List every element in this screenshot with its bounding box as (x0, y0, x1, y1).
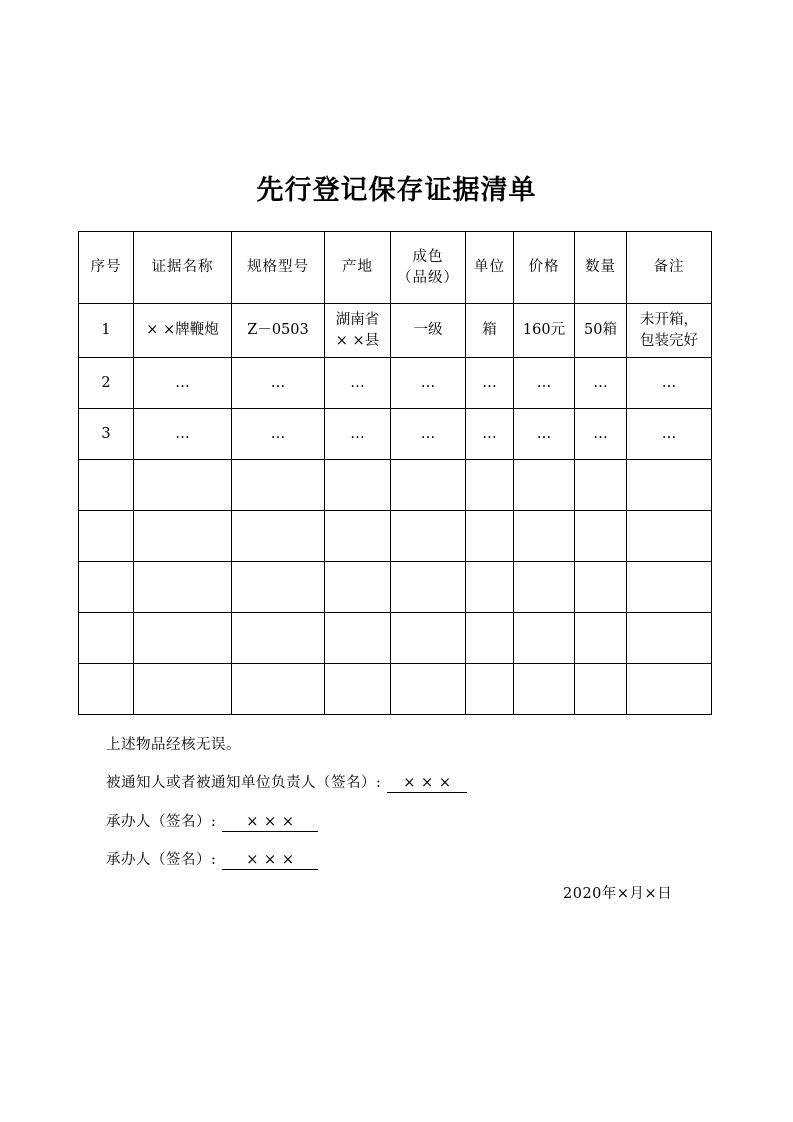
table-cell (232, 664, 325, 715)
table-cell (232, 511, 325, 562)
table-row (79, 409, 712, 460)
document-title: 先行登记保存证据清单 (256, 175, 537, 206)
handler2-signature-value: × × × (222, 851, 318, 870)
table-row (79, 613, 712, 664)
table-cell: 未开箱， 包装完好 (627, 304, 712, 358)
table-cell: 160元 (514, 304, 575, 358)
table-cell: … (391, 358, 466, 409)
table-cell (79, 664, 134, 715)
table-row (79, 562, 712, 613)
table-cell (514, 511, 575, 562)
table-row (79, 511, 712, 562)
table-cell (627, 460, 712, 511)
table-cell: … (627, 409, 712, 460)
table-cell (325, 613, 391, 664)
notified-signature-line (106, 771, 467, 793)
handler1-signature-value: × × × (222, 813, 318, 832)
table-cell: … (466, 358, 514, 409)
table-row (79, 664, 712, 715)
table-cell (466, 613, 514, 664)
table-cell: … (232, 358, 325, 409)
table-cell: 50箱 (575, 304, 627, 358)
table-cell (514, 613, 575, 664)
header-spec-model: 规格型号 (232, 232, 325, 304)
notified-signature-label: 被通知人或者被通知单位负责人（签名）: (106, 775, 382, 791)
table-cell: … (514, 358, 575, 409)
table-cell (627, 664, 712, 715)
table-cell (627, 613, 712, 664)
table-cell (575, 664, 627, 715)
table-header-row (79, 232, 712, 304)
table-cell (466, 511, 514, 562)
table-cell (134, 511, 232, 562)
header-origin: 产地 (325, 232, 391, 304)
table-cell (134, 664, 232, 715)
table-cell: … (575, 358, 627, 409)
table-cell (575, 460, 627, 511)
header-serial: 序号 (79, 232, 134, 304)
table-cell (391, 460, 466, 511)
document-date: 2020年×月×日 (563, 886, 673, 902)
table-row (79, 460, 712, 511)
table-cell (514, 460, 575, 511)
table-cell: 3 (79, 409, 134, 460)
header-grade: 成色 （品级） (391, 232, 466, 304)
header-price: 价格 (514, 232, 575, 304)
table-cell (627, 511, 712, 562)
table-cell (232, 562, 325, 613)
handler2-signature-line (106, 848, 318, 870)
table-cell (466, 664, 514, 715)
table-cell (391, 562, 466, 613)
table-cell: … (325, 409, 391, 460)
table-row (79, 304, 712, 358)
table-cell: × ×牌鞭炮 (134, 304, 232, 358)
table-cell: 一级 (391, 304, 466, 358)
table-cell (134, 562, 232, 613)
table-cell (232, 613, 325, 664)
table-cell: 1 (79, 304, 134, 358)
table-cell: … (514, 409, 575, 460)
table-cell (466, 460, 514, 511)
header-remarks: 备注 (627, 232, 712, 304)
table-cell: … (232, 409, 325, 460)
table-row (79, 358, 712, 409)
table-cell: … (391, 409, 466, 460)
handler1-signature-line (106, 810, 318, 832)
header-unit: 单位 (466, 232, 514, 304)
header-evidence-name: 证据名称 (134, 232, 232, 304)
table-cell (79, 460, 134, 511)
table-cell (134, 460, 232, 511)
table-cell: … (134, 358, 232, 409)
table-cell (627, 562, 712, 613)
table-cell (514, 562, 575, 613)
table-cell: 2 (79, 358, 134, 409)
table-cell: 湖南省 × ×县 (325, 304, 391, 358)
table-cell (134, 613, 232, 664)
table-cell (391, 664, 466, 715)
table-cell (232, 460, 325, 511)
confirm-statement: 上述物品经核无误。 (106, 737, 241, 753)
table-cell (466, 562, 514, 613)
table-cell (79, 511, 134, 562)
table-cell: … (466, 409, 514, 460)
table-cell (325, 511, 391, 562)
table-cell (391, 613, 466, 664)
table-cell (514, 664, 575, 715)
table-cell: 箱 (466, 304, 514, 358)
table-cell: … (325, 358, 391, 409)
table-cell: Z－0503 (232, 304, 325, 358)
table-cell (575, 511, 627, 562)
handler1-signature-label: 承办人（签名）: (106, 814, 217, 830)
table-cell (325, 664, 391, 715)
evidence-table (78, 231, 712, 715)
table-cell: … (575, 409, 627, 460)
table-cell (575, 562, 627, 613)
notified-signature-value: × × × (387, 774, 467, 793)
table-cell (79, 562, 134, 613)
table-cell: … (134, 409, 232, 460)
table-cell (391, 511, 466, 562)
table-cell (79, 613, 134, 664)
header-quantity: 数量 (575, 232, 627, 304)
table-cell (575, 613, 627, 664)
handler2-signature-label: 承办人（签名）: (106, 852, 217, 868)
table-cell: … (627, 358, 712, 409)
table-cell (325, 562, 391, 613)
table-cell (325, 460, 391, 511)
